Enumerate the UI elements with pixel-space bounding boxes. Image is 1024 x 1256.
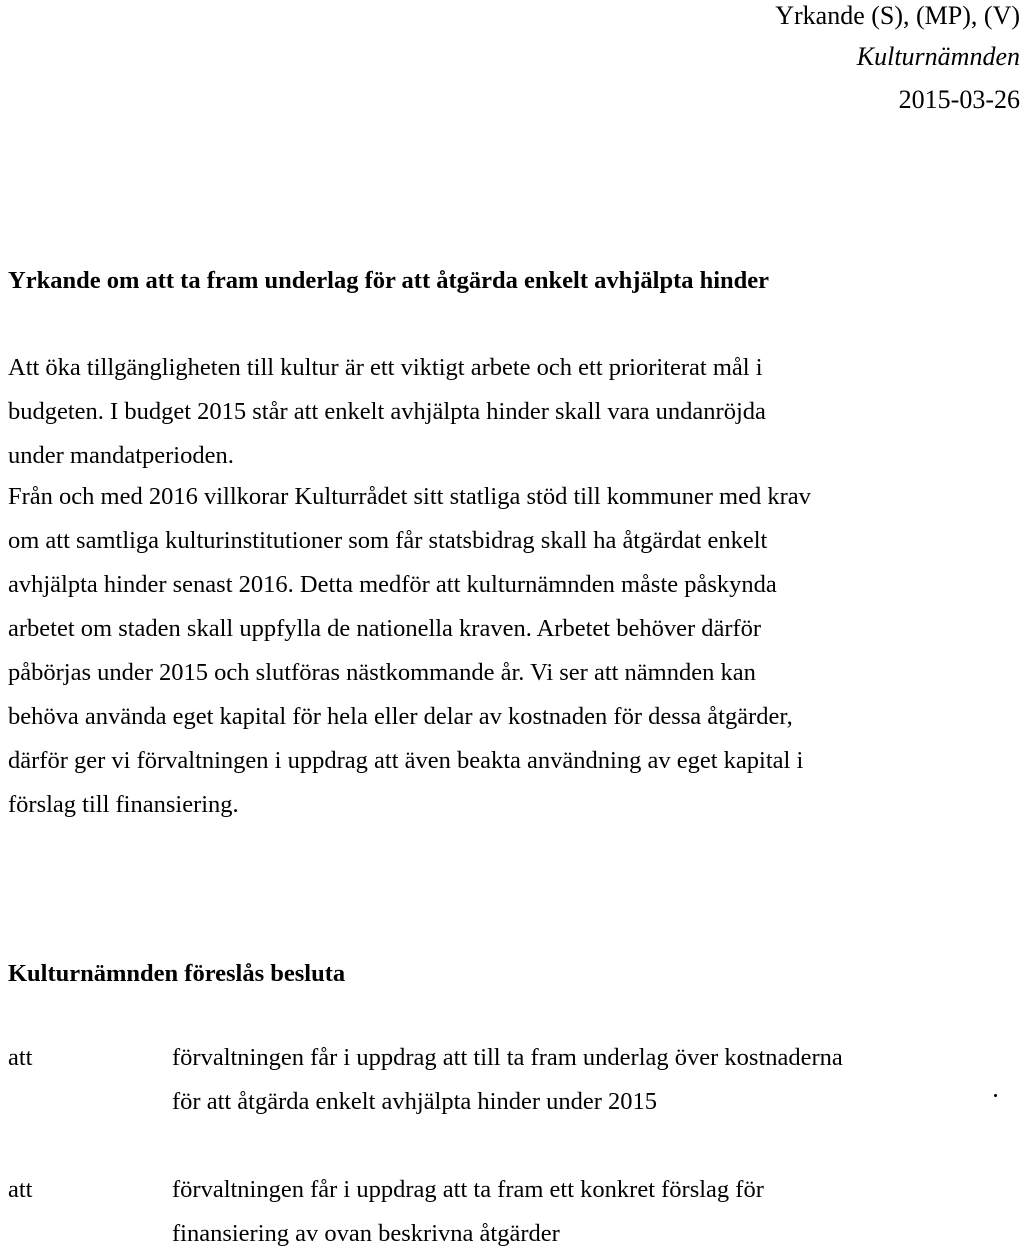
- decision-text: [172, 1036, 1024, 1124]
- paragraph-line: förslag till finansiering.: [8, 791, 239, 818]
- paragraph-line: arbetet om staden skall uppfylla de nationella kraven. Arbetet behöver därför: [8, 615, 762, 642]
- paragraph-line: behöva använda eget kapital för hela eller delar av kostnaden för dessa åtgärder,: [8, 703, 793, 730]
- header-parties: Yrkande (S), (MP), (V): [775, 1, 1020, 30]
- paragraph-line: Att öka tillgängligheten till kultur är ett viktigt arbete och ett prioriterat mål i: [8, 354, 763, 381]
- decision-text: [172, 1168, 1024, 1256]
- decision-line: för att åtgärda enkelt avhjälpta hinder under 2015: [172, 1088, 658, 1115]
- decision-heading: Kulturnämnden föreslås besluta: [8, 960, 346, 987]
- scan-speck: [994, 1094, 997, 1097]
- paragraph-line: om att samtliga kulturinstitutioner som får statsbidrag skall ha åtgärdat enkelt: [8, 527, 768, 554]
- decision-line: förvaltningen får i uppdrag att till ta fram underlag över kostnaderna: [172, 1044, 843, 1071]
- document-title: Yrkande om att ta fram underlag för att åtgärda enkelt avhjälpta hinder: [8, 267, 770, 294]
- paragraph-line: under mandatperioden.: [8, 442, 234, 469]
- decision-prefix: att: [8, 1044, 33, 1071]
- paragraph-line: avhjälpta hinder senast 2016. Detta medför att kulturnämnden måste påskynda: [8, 571, 777, 598]
- header-date: 2015-03-26: [898, 85, 1020, 114]
- paragraph-line: budgeten. I budget 2015 står att enkelt avhjälpta hinder skall vara undanröjda: [8, 398, 766, 425]
- paragraph-line: därför ger vi förvaltningen i uppdrag att även beakta användning av eget kapital i: [8, 747, 804, 774]
- paragraph-line: Från och med 2016 villkorar Kulturrådet sitt statliga stöd till kommuner med krav: [8, 483, 811, 510]
- decision-line: finansiering av ovan beskrivna åtgärder: [172, 1220, 560, 1247]
- header-committee: Kulturnämnden: [856, 42, 1020, 71]
- decision-prefix: att: [8, 1176, 33, 1203]
- paragraph-line: påbörjas under 2015 och slutföras nästkommande år. Vi ser att nämnden kan: [8, 659, 756, 686]
- paragraph-2: [8, 475, 1018, 827]
- decision-line: förvaltningen får i uppdrag att ta fram ett konkret förslag för: [172, 1176, 764, 1203]
- paragraph-1: [8, 346, 1018, 478]
